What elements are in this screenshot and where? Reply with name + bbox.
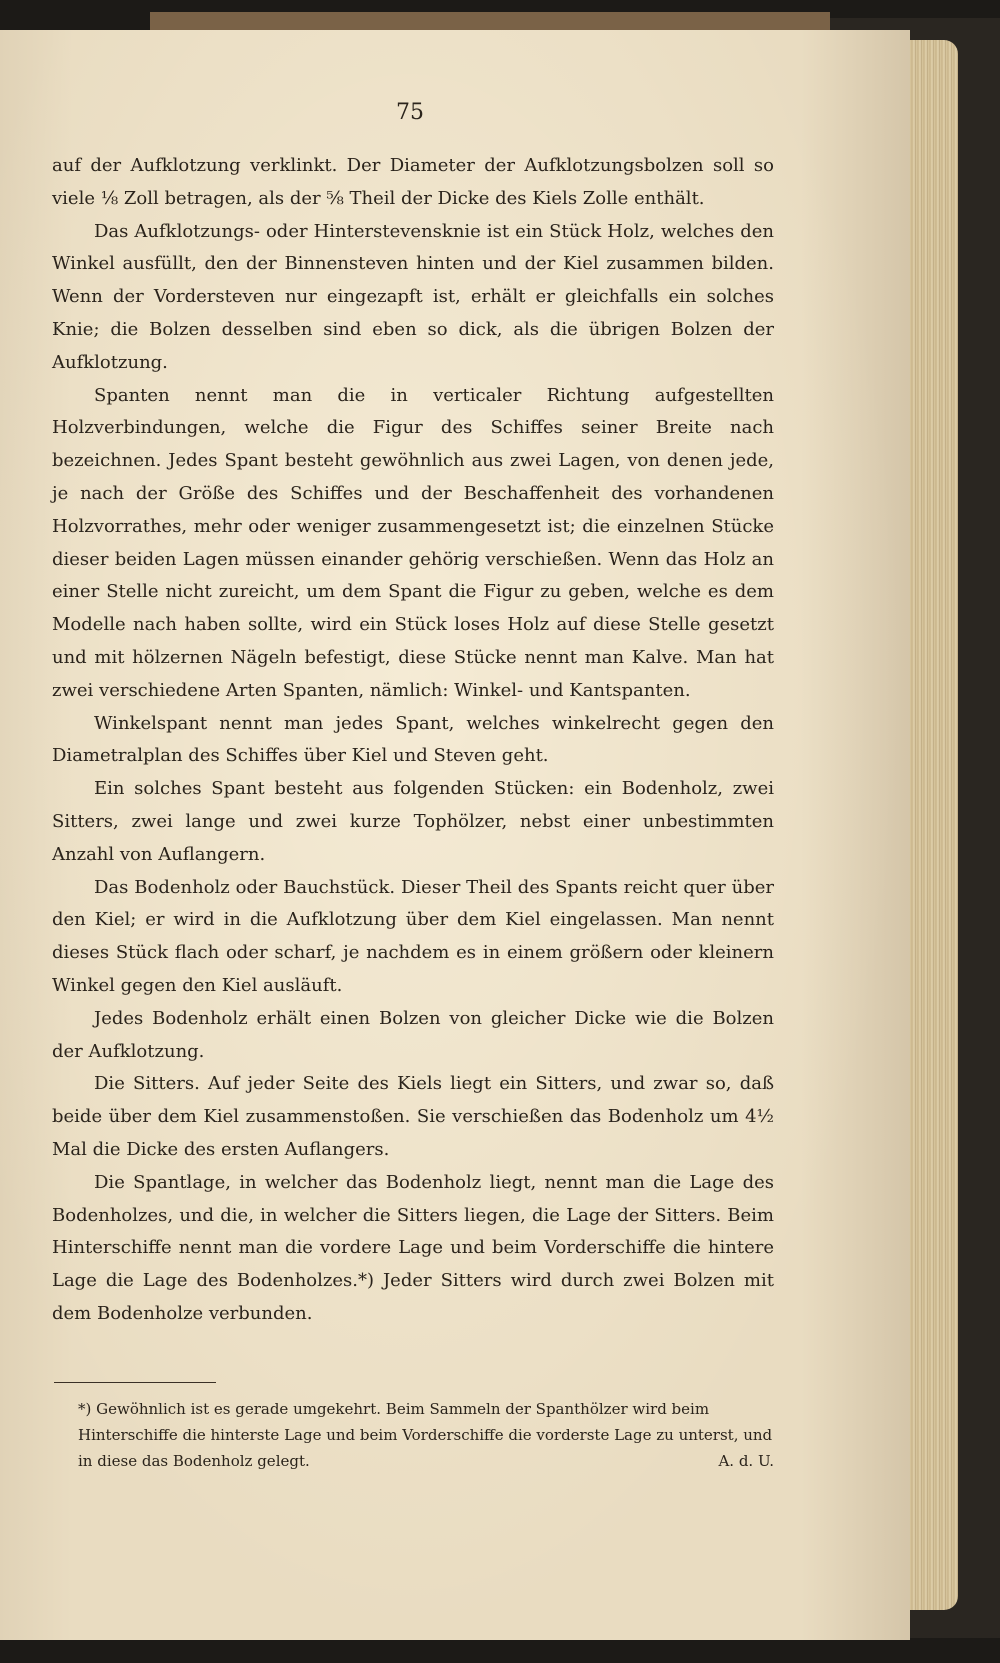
paragraph: Spanten nennt man die in verticaler Richtung aufgestellten Holzverbindungen, welche die Figur des Schiffes seiner Breite nach bezeichnen. Jedes Spant besteht gewöhnlich aus zwei Lagen, von denen jede, je nach der Größe des Schiffes und der Beschaffenheit des vorhandenen Holzvorrathes, mehr oder weniger zusammengesetzt ist; die einzelnen Stücke dieser beiden Lagen müssen einander gehörig verschießen. Wenn das Holz an einer Stelle nicht zureicht, um dem Spant die Figur zu geben, welche es dem Modelle nach haben sollte, wird ein Stück loses Holz auf diese Stelle gesetzt und mit hölzernen Nägeln befestigt, diese Stücke nennt man Kalve. Man hat zwei verschiedene Arten Spanten, nämlich: Winkel- und Kantspanten. <box>52 384 774 701</box>
top-binding-strip <box>150 12 830 32</box>
paragraph: Die Spantlage, in welcher das Bodenholz liegt, nennt man die Lage des Bodenholzes, und die, in welcher die Sitters liegen, die Lage der Sitters. Beim Hinterschiffe nennt man die vordere Lage und beim Vorderschiffe die hintere Lage die Lage des Bodenholzes.*) Jeder Sitters wird durch zwei Bolzen mit dem Bodenholze verbunden. <box>52 1171 774 1324</box>
paragraph: Jedes Bodenholz erhält einen Bolzen von gleicher Dicke wie die Bolzen der Aufklotzung. <box>52 1007 774 1062</box>
paragraph: auf der Aufklotzung verklinkt. Der Diameter der Aufklotzungsbolzen soll so viele ⅛ Zoll betragen, als der ⅝ Theil der Dicke des Kiels Zolle enthält. <box>52 155 774 209</box>
body-text <box>52 150 774 1331</box>
paragraph: Winkelspant nennt man jedes Spant, welches winkelrecht gegen den Diametralplan des Schiffes über Kiel und Steven geht. <box>52 712 774 767</box>
footnote-divider <box>54 1382 216 1383</box>
footnote <box>78 1396 774 1474</box>
footnote-text: *) Gewöhnlich ist es gerade umgekehrt. Beim Sammeln der Spanthölzer wird beim Hinterschiffe die hinterste Lage und beim Vorderschiffe die vorderste Lage zu unterst, und in diese das Bodenholz gelegt. <box>78 1400 773 1470</box>
footnote-signature: A. d. U. <box>718 1452 774 1470</box>
paragraph: Das Bodenholz oder Bauchstück. Dieser Theil des Spants reicht quer über den Kiel; er wird in die Aufklotzung über dem Kiel eingelassen. Man nennt dieses Stück flach oder scharf, je nachdem es in einem größern oder kleinern Winkel gegen den Kiel ausläuft. <box>52 876 774 996</box>
paragraph: Ein solches Spant besteht aus folgenden Stücken: ein Bodenholz, zwei Sitters, zwei lange und zwei kurze Tophölzer, nebst einer unbestimmten Anzahl von Auflangern. <box>52 778 774 865</box>
page-number: 75 <box>396 100 424 125</box>
paragraph: Die Sitters. Auf jeder Seite des Kiels liegt ein Sitters, und zwar so, daß beide über dem Kiel zusammenstoßen. Sie verschießen das Bodenholz um 4½ Mal die Dicke des ersten Auflangers. <box>52 1073 774 1160</box>
paragraph: Das Aufklotzungs- oder Hinterstevensknie ist ein Stück Holz, welches den Winkel ausfüllt, den der Binnensteven hinten und der Kiel zusammen bilden. Wenn der Vordersteven nur eingezapft ist, erhält er gleichfalls ein solches Knie; die Bolzen desselben sind eben so dick, als die übrigen Bolzen der Aufklotzung. <box>52 220 774 373</box>
